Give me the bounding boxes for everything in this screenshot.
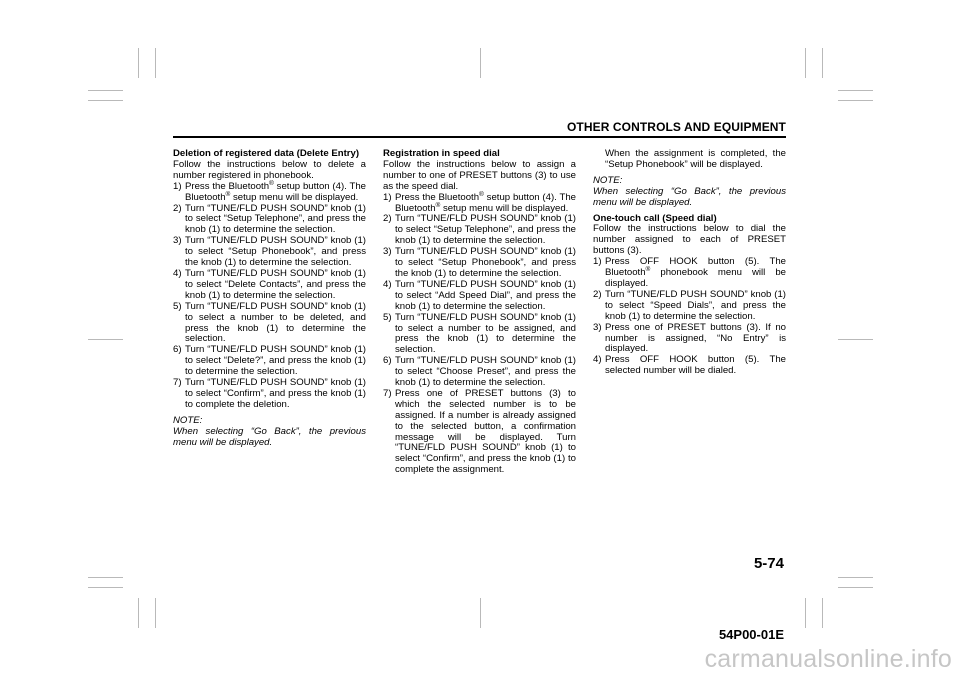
- list-item: 7) Press one of PRESET buttons (3) to which the selected number is to be assigned. If a number is already assigned to the selected button, a confirmation message will be displayed. Turn “TUNE/FLD PUSH SOUND” knob (1) to select “Confirm”, and press the knob (1) to complete the assignment.: [383, 387, 576, 476]
- heading-delete-entry: Deletion of registered data (Delete Entry): [173, 148, 360, 159]
- note-body: When selecting “Go Back”, the previous menu will be displayed.: [173, 425, 366, 448]
- heading-speed-dial-registration: Registration in speed dial: [383, 148, 500, 159]
- list-item: 2) Turn “TUNE/FLD PUSH SOUND” knob (1) to select “Speed Dials”, and press the knob (1) to determine the selection.: [593, 288, 786, 322]
- list-item: 3) Turn “TUNE/FLD PUSH SOUND” knob (1) to select “Setup Phonebook”, and press the knob (1) to determine the selection.: [173, 235, 366, 269]
- list-item: 4) Turn “TUNE/FLD PUSH SOUND” knob (1) to select “Add Speed Dial”, and press the knob (1) to determine the selection.: [383, 278, 576, 312]
- list-item: 5) Turn “TUNE/FLD PUSH SOUND” knob (1) to select a number to be assigned, and press the knob (1) to determine the selection.: [383, 311, 576, 356]
- heading-one-touch-call: One-touch call (Speed dial): [593, 212, 717, 224]
- watermark: carmanualsonline.info: [704, 645, 952, 673]
- intro-one-touch-call: Follow the instructions below to dial the number assigned to each of PRESET buttons (3).: [593, 223, 786, 257]
- steps-delete-entry: [173, 179, 367, 411]
- list-item: 2) Turn “TUNE/FLD PUSH SOUND” knob (1) to select “Setup Telephone”, and press the knob (1) to determine the selection.: [383, 213, 576, 247]
- list-item: 3) Turn “TUNE/FLD PUSH SOUND” knob (1) to select “Setup Phonebook”, and press the knob (1) to determine the selection.: [383, 246, 576, 279]
- steps-speed-dial-registration: [383, 190, 577, 477]
- intro-delete-entry: Follow the instructions below to delete a number registered in phonebook.: [173, 158, 366, 181]
- intro-speed-dial-registration: Follow the instructions below to assign a number to one of PRESET buttons (3) to use as the speed dial.: [383, 158, 576, 192]
- column-1: [173, 149, 366, 448]
- note-heading: NOTE:: [593, 174, 623, 186]
- header-rule: [173, 136, 786, 138]
- section-title: OTHER CONTROLS AND EQUIPMENT: [566, 120, 786, 134]
- steps-one-touch-call: [593, 257, 786, 377]
- column-2: [383, 149, 576, 476]
- list-item: 1) Press OFF HOOK button (5). The Bluetooth® phonebook menu will be displayed.: [593, 256, 786, 289]
- list-item: 5) Turn “TUNE/FLD PUSH SOUND” knob (1) to select a number to be deleted, and press the knob (1) to determine the selection.: [173, 300, 366, 345]
- list-item: 4) Turn “TUNE/FLD PUSH SOUND” knob (1) to select “Delete Contacts”, and press the knob (1) to determine the selection.: [173, 267, 366, 301]
- list-item: 1) Press the Bluetooth® setup button (4). The Bluetooth® setup menu will be displayed.: [383, 190, 577, 214]
- document-code: 54P00-01E: [718, 627, 784, 642]
- page-number: 5-74: [753, 555, 784, 572]
- list-item: 4) Press OFF HOOK button (5). The selected number will be dialed.: [593, 354, 786, 377]
- list-item: 6) Turn “TUNE/FLD PUSH SOUND” knob (1) to select “Choose Preset”, and press the knob (1) to determine the selection.: [383, 355, 576, 389]
- note-body: When selecting “Go Back”, the previous menu will be displayed.: [593, 185, 786, 208]
- list-item: 2) Turn “TUNE/FLD PUSH SOUND” knob (1) to select “Setup Telephone”, and press the knob (1) to determine the selection.: [173, 202, 366, 236]
- note-heading: NOTE:: [173, 414, 203, 426]
- list-item: 6) Turn “TUNE/FLD PUSH SOUND” knob (1) to select “Delete?”, and press the knob (1) to determine the selection.: [173, 344, 366, 378]
- assignment-complete-text: When the assignment is completed, the “Setup Phonebook” will be displayed.: [605, 148, 786, 170]
- column-3: [593, 149, 786, 377]
- list-item: 1) Press the Bluetooth® setup button (4). The Bluetooth® setup menu will be displayed.: [173, 179, 367, 203]
- list-item: 7) Turn “TUNE/FLD PUSH SOUND” knob (1) to select “Confirm”, and press the knob (1) to complete the deletion.: [173, 377, 366, 410]
- list-item: 3) Press one of PRESET buttons (3). If no number is assigned, “No Entry” is displayed.: [593, 321, 786, 355]
